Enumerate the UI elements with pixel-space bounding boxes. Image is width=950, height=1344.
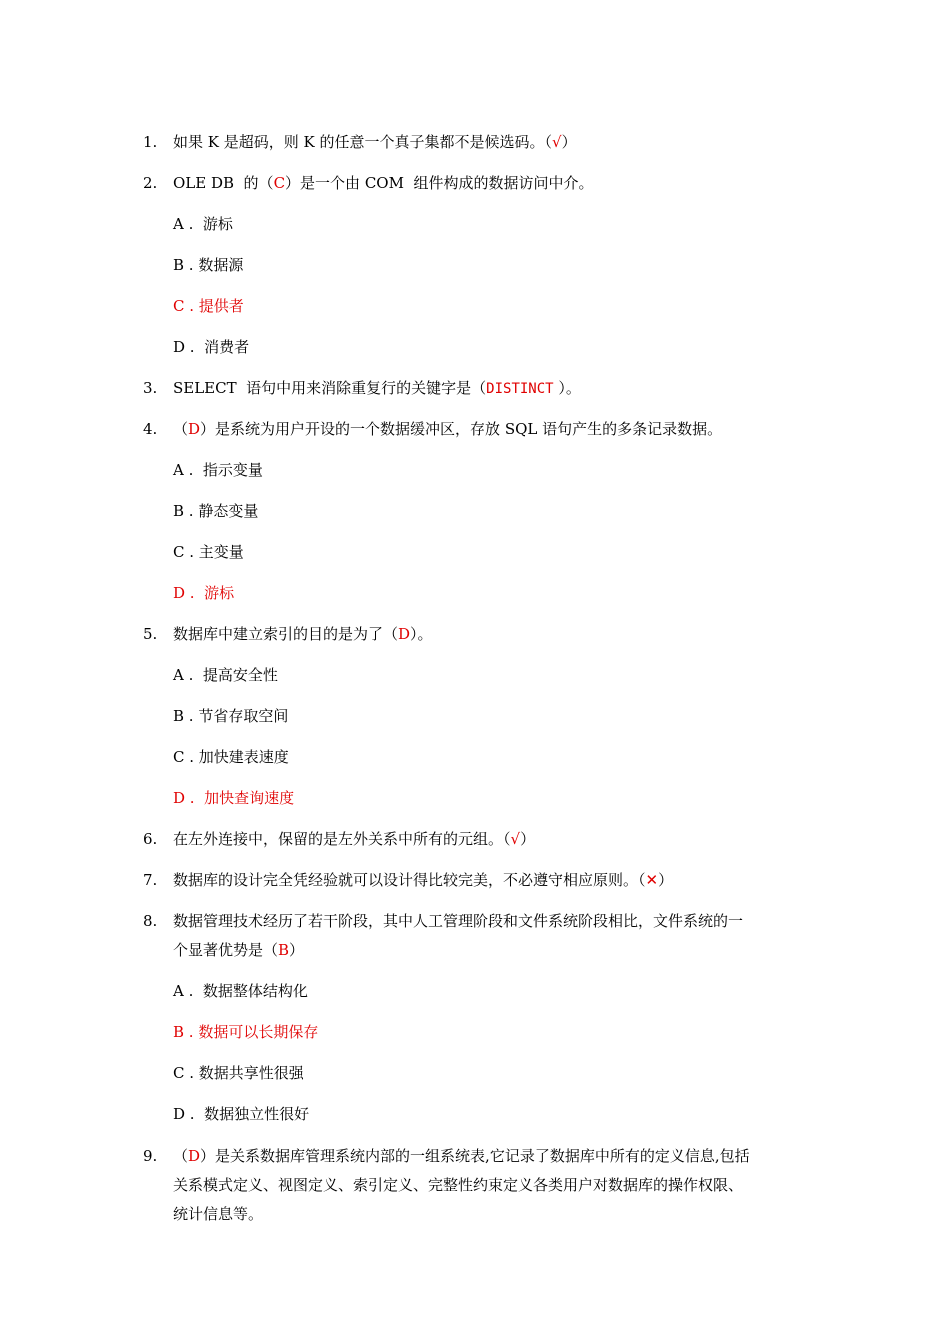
answer-mark: C — [273, 174, 286, 192]
option-c: C . 主变量 — [173, 543, 244, 561]
option-a: A . 数据整体结构化 — [173, 982, 308, 1000]
option-a: A . 提高安全性 — [173, 666, 278, 684]
answer-mark: √ — [510, 830, 521, 848]
option-a: A . 游标 — [173, 215, 233, 233]
answer-mark: ✕ — [645, 871, 659, 889]
option-d-correct: D . 游标 — [173, 584, 235, 602]
answer-mark: D — [188, 1147, 201, 1165]
question-text: 如果 K 是超码，则 K 的任意一个真子集都不是候选码。（√） — [173, 133, 577, 151]
option-a: A . 指示变量 — [173, 461, 263, 479]
question-text: 在左外连接中，保留的是左外关系中所有的元组。（√） — [173, 830, 536, 848]
question-number: 2. — [143, 174, 158, 192]
question-text-line2: 个显著优势是（B） — [173, 941, 305, 959]
question-text: 数据库中建立索引的目的是为了（D）。 — [173, 625, 433, 643]
question-number: 9. — [143, 1147, 158, 1165]
answer-mark: DISTINCT — [486, 381, 554, 397]
option-c: C . 加快建表速度 — [173, 748, 289, 766]
question-number: 7. — [143, 871, 158, 889]
question-number: 1. — [143, 133, 158, 151]
option-b-correct: B . 数据可以长期保存 — [173, 1023, 319, 1041]
option-d-correct: D . 加快查询速度 — [173, 789, 295, 807]
answer-mark: D — [398, 625, 411, 643]
question-text: （D）是系统为用户开设的一个数据缓冲区，存放 SQL 语句产生的多条记录数据。 — [173, 420, 723, 438]
answer-mark: D — [188, 420, 201, 438]
question-number: 8. — [143, 912, 158, 930]
option-b: B . 节省存取空间 — [173, 707, 289, 725]
option-d: D . 数据独立性很好 — [173, 1105, 310, 1123]
question-text: 数据库的设计完全凭经验就可以设计得比较完美，不必遵守相应原则。（✕） — [173, 871, 674, 889]
option-c: C . 数据共享性很强 — [173, 1064, 304, 1082]
question-number: 5. — [143, 625, 158, 643]
answer-mark: B — [278, 941, 290, 959]
option-d: D . 消费者 — [173, 338, 250, 356]
option-b: B . 数据源 — [173, 256, 244, 274]
question-text-line1: （D）是关系数据库管理系统内部的一组系统表,它记录了数据库中所有的定义信息,包括 — [173, 1147, 750, 1165]
question-number: 6. — [143, 830, 158, 848]
answer-mark: √ — [552, 133, 562, 151]
question-text-line2: 关系模式定义、视图定义、索引定义、完整性约束定义各类用户对数据库的操作权限、 — [173, 1176, 744, 1194]
question-text-line3: 统计信息等。 — [173, 1205, 264, 1223]
question-text-line1: 数据管理技术经历了若干阶段，其中人工管理阶段和文件系统阶段相比，文件系统的一 — [173, 912, 744, 930]
option-c-correct: C . 提供者 — [173, 297, 244, 315]
question-number: 4. — [143, 420, 158, 438]
question-text: OLE DB 的（C）是一个由 COM 组件构成的数据访问中介。 — [173, 174, 594, 192]
question-text: SELECT 语句中用来消除重复行的关键字是（DISTINCT ）。 — [173, 379, 581, 397]
option-b: B . 静态变量 — [173, 502, 259, 520]
question-number: 3. — [143, 379, 158, 397]
